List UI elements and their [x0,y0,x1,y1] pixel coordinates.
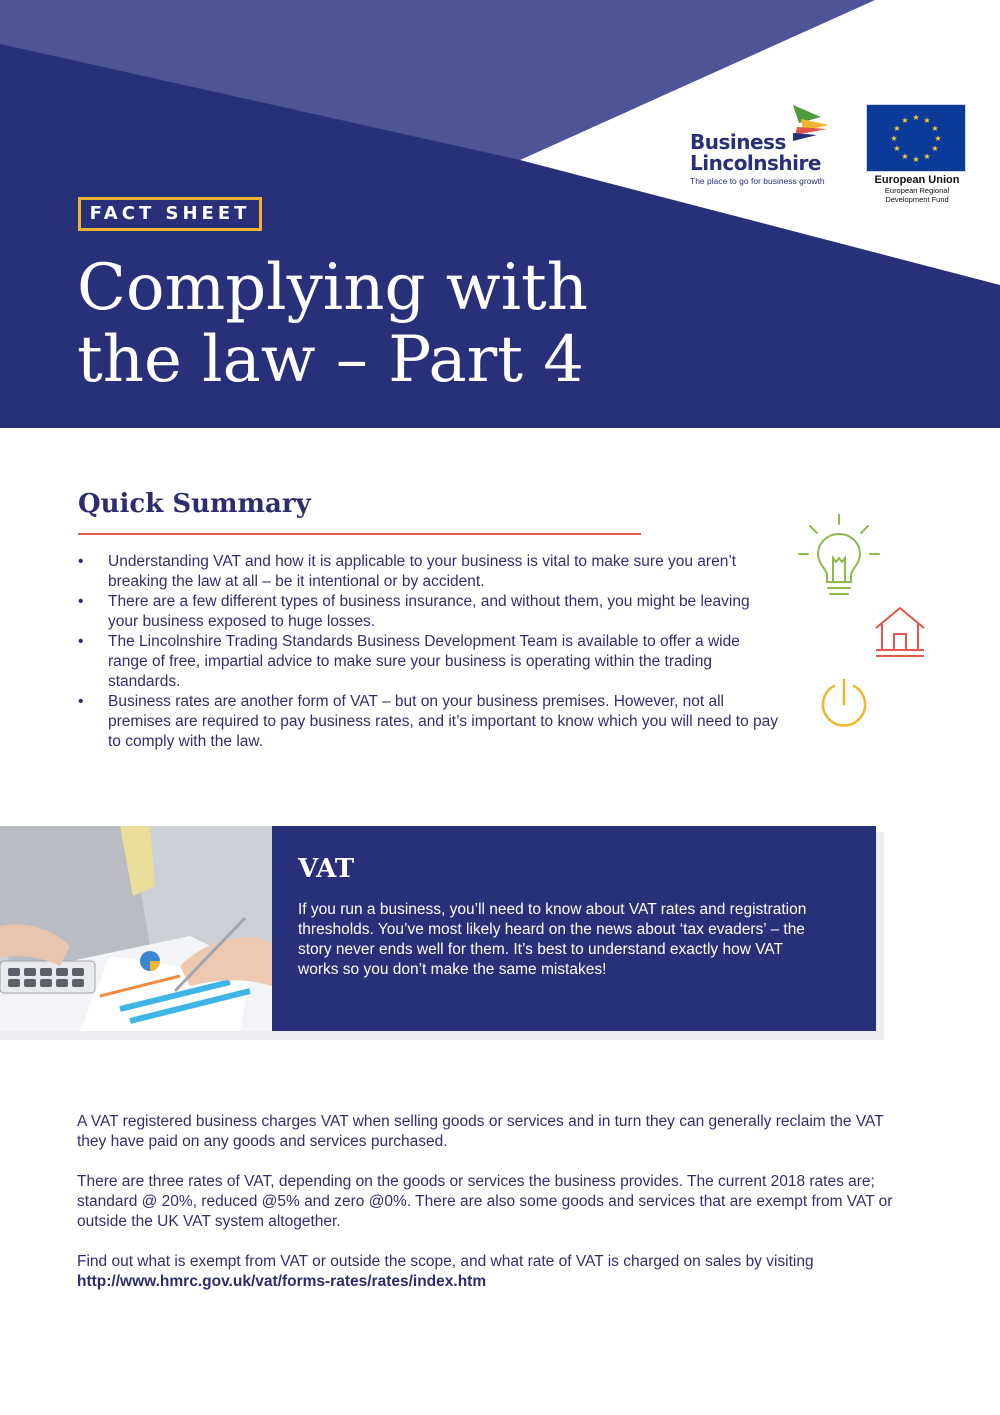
logo-word-lincolnshire: Lincolnshire [690,151,821,175]
svg-text:★: ★ [934,134,942,143]
quick-summary-list [78,552,778,752]
quick-summary-divider [78,533,641,535]
summary-bullet-insurance: • There are a few different types of business insurance, and without them, you might be leaving your business exposed to huge losses. [78,592,778,632]
page-title-line1: Complying with [77,251,588,325]
svg-text:★: ★ [893,124,901,133]
eu-fund-line2: Development Fund [885,195,949,204]
summary-bullet-vat: • Understanding VAT and how it is applicable to your business is vital to make sure you aren’t breaking the law at all – be it intentional or by accident. [78,552,778,592]
summary-bullet-trading-standards: • The Lincolnshire Trading Standards Business Development Team is available to offer a wide range of free, impartial advice to make sure your business is operating within the trading standards. [78,632,778,692]
quick-summary-heading: Quick Summary [78,489,311,519]
logo-word-business: Business [690,130,786,154]
fact-sheet-tag: FACT SHEET [78,197,262,231]
logo-swoosh-icon [791,103,835,143]
body-paragraph-1: A VAT registered business charges VAT when selling goods or services and in turn they can generally reclaim the VAT they have paid on any goods and services purchased. [77,1113,884,1150]
eu-flag-icon [866,104,966,172]
svg-text:★: ★ [890,134,898,143]
page-title [77,252,697,396]
business-lincolnshire-logo [688,103,838,188]
vat-card [0,826,884,1040]
logo-tagline: The place to go for business growth [690,176,825,186]
eu-fund-line1: European Regional [884,186,950,195]
power-icon [817,676,871,730]
eu-logo [866,104,968,204]
svg-text:★: ★ [901,116,909,125]
body-paragraph-2: There are three rates of VAT, depending on the goods or services the business provides. The current 2018 rates are; standard @ 20%, reduced @5% and zero @0%. There are also some goods and services that are exempt from VAT or outside the UK VAT system altogether. [77,1173,893,1230]
svg-text:★: ★ [931,144,939,153]
svg-text:★: ★ [912,155,920,164]
vat-panel [272,826,876,1031]
svg-text:★: ★ [912,113,920,122]
vat-heading: VAT [298,854,355,884]
svg-text:★: ★ [923,152,931,161]
body-paragraph-3-text: Find out what is exempt from VAT or outside the scope, and what rate of VAT is charged on sales by visiting [77,1253,814,1270]
eu-name: European Union [874,174,960,186]
body-paragraph-3 [77,1252,897,1292]
calculator-chart-illustration [0,826,272,1031]
lightbulb-icon [796,512,882,602]
svg-text:★: ★ [901,152,909,161]
summary-bullet-business-rates: • Business rates are another form of VAT – but on your business premises. However, not all premises are required to pay business rates, and it’s important to know which you will need to pay to comply with the law. [78,692,778,752]
page-title-line2: the law – Part 4 [77,323,584,397]
svg-text:★: ★ [931,124,939,133]
header-banner [0,0,1000,428]
vat-intro-text: If you run a business, you’ll need to know about VAT rates and registration thresholds. You’ve most likely heard on the news about ‘tax evaders’ – the story never ends well for them. It’s best to understand exactly how VAT works so you don’t make the same mistakes! [298,901,807,978]
house-icon [872,604,928,660]
hmrc-vat-rates-link[interactable]: http://www.hmrc.gov.uk/vat/forms-rates/rates/index.htm [77,1273,487,1290]
svg-text:★: ★ [923,116,931,125]
svg-text:★: ★ [893,144,901,153]
vat-photo-calculator [0,826,272,1031]
